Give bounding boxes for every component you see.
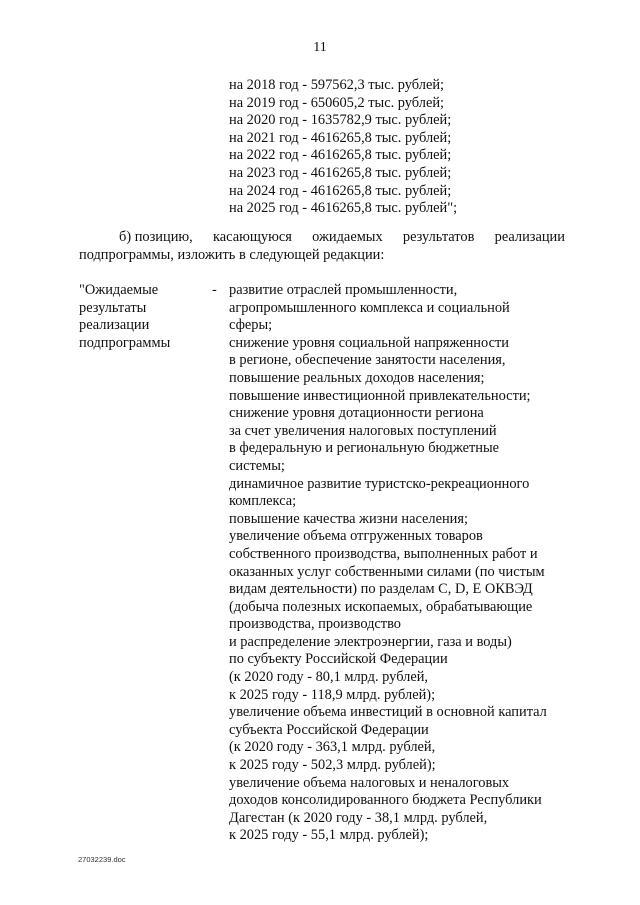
result-line: (к 2020 году - 80,1 млрд. рублей, (229, 669, 429, 686)
result-line: увеличение объема инвестиций в основной капитал (229, 704, 547, 721)
label-line: результаты (79, 299, 147, 316)
result-line: по субъекту Российской Федерации (229, 651, 448, 668)
dash-separator: - (212, 282, 217, 298)
result-line: сферы; (229, 317, 273, 334)
intro-word: б) позицию, (119, 229, 193, 245)
result-line: за счет увеличения налоговых поступлений (229, 422, 497, 439)
funding-list (229, 77, 559, 218)
intro-word: касающуюся (212, 229, 292, 245)
result-line: развитие отраслей промышленности, (229, 282, 458, 298)
result-line: видам деятельности) по разделам С, D, Е ОКВЭД (229, 581, 533, 598)
result-line: снижение уровня дотационности региона (229, 405, 484, 422)
intro-line-1 (79, 229, 565, 247)
result-line: в регионе, обеспечение занятости населения, (229, 352, 506, 369)
result-line: увеличение объема отгруженных товаров (229, 528, 483, 545)
result-line: к 2025 году - 55,1 млрд. рублей); (229, 827, 429, 844)
funding-line: на 2023 год - 4616265,8 тыс. рублей; (229, 164, 452, 181)
label-line: "Ожидаемые (79, 282, 159, 298)
result-line: собственного производства, выполненных работ и (229, 545, 538, 562)
funding-line: на 2020 год - 1635782,9 тыс. рублей; (229, 112, 452, 129)
funding-line: на 2025 год - 4616265,8 тыс. рублей"; (229, 200, 458, 217)
result-line: повышение инвестиционной привлекательности; (229, 387, 531, 404)
result-line: доходов консолидированного бюджета Республики (229, 792, 542, 809)
funding-line: на 2018 год - 597562,3 тыс. рублей; (229, 77, 445, 93)
funding-line: на 2019 год - 650605,2 тыс. рублей; (229, 94, 445, 111)
result-line: повышение реальных доходов населения; (229, 369, 485, 386)
result-line: к 2025 году - 502,3 млрд. рублей); (229, 757, 436, 774)
intro-word: результатов (402, 229, 475, 245)
result-line: (добыча полезных ископаемых, обрабатывающие (229, 598, 533, 615)
label-line: реализации (79, 317, 150, 334)
result-line: (к 2020 году - 363,1 млрд. рублей, (229, 739, 436, 756)
result-line: системы; (229, 457, 285, 474)
result-line: снижение уровня социальной напряженности (229, 334, 509, 351)
result-line: увеличение объема налоговых и неналоговых (229, 774, 510, 791)
result-line: динамичное развитие туристско-рекреационного (229, 475, 530, 492)
result-line: повышение качества жизни населения; (229, 510, 469, 527)
results-list (229, 282, 569, 845)
result-line: в федеральную и региональную бюджетные (229, 440, 500, 457)
result-line: производства, производство (229, 616, 401, 633)
result-line: субъекта Российской Федерации (229, 721, 429, 738)
label-line: подпрограммы (79, 334, 171, 351)
intro-word: ожидаемых (312, 229, 383, 245)
result-line: агропромышленного комплекса и социальной (229, 299, 510, 316)
result-line: и распределение электроэнергии, газа и воды) (229, 633, 512, 650)
result-line: комплекса; (229, 493, 297, 510)
intro-paragraph (79, 229, 565, 264)
result-line: оказанных услуг собственными силами (по чистым (229, 563, 545, 580)
funding-line: на 2022 год - 4616265,8 тыс. рублей; (229, 147, 452, 164)
funding-line: на 2024 год - 4616265,8 тыс. рублей; (229, 182, 452, 199)
page-number: 11 (313, 40, 327, 55)
intro-word: реализации (494, 229, 565, 245)
intro-line-2: подпрограммы, изложить в следующей редакции: (79, 246, 385, 263)
result-line: Дагестан (к 2020 году - 38,1 млрд. рублей, (229, 809, 488, 826)
document-id: 27032239.doc (78, 855, 126, 864)
results-label (79, 282, 204, 352)
funding-line: на 2021 год - 4616265,8 тыс. рублей; (229, 129, 452, 146)
result-line: к 2025 году - 118,9 млрд. рублей); (229, 686, 436, 703)
